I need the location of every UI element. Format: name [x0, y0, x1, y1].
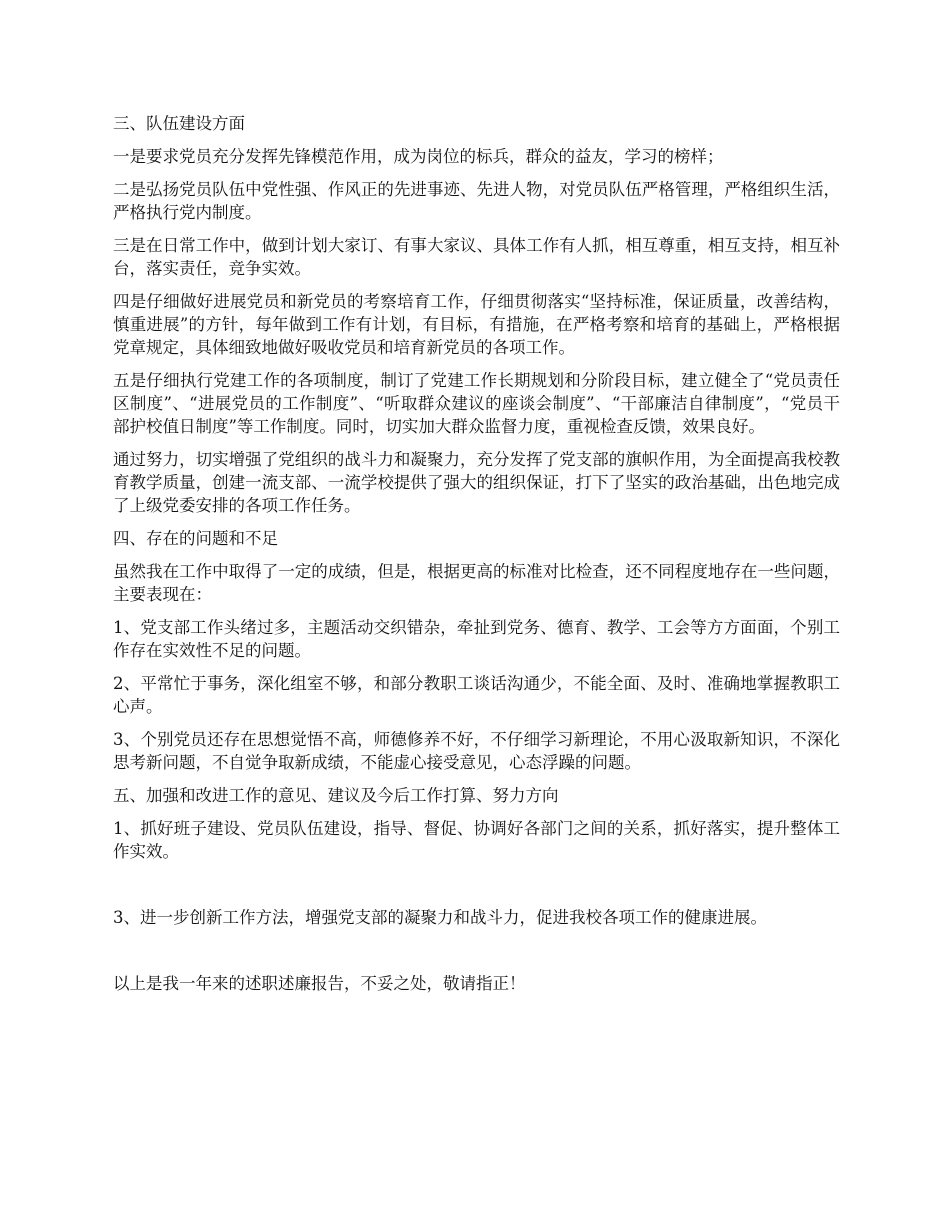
- paragraph-closing: 以上是我一年来的述职述廉报告，不妥之处，敬请指正！: [113, 974, 526, 993]
- blank-space: [113, 873, 840, 906]
- paragraph-improvement-3: 3、进一步创新工作方法，增强党支部的凝聚力和战斗力，促进我校各项工作的健康进展。: [113, 908, 767, 927]
- section-heading-problems: 四、存在的问题和不足: [113, 529, 278, 548]
- section-heading-improvements: 五、加强和改进工作的意见、建议及今后工作打算、努力方向: [113, 786, 559, 805]
- paragraph-improvement-1: 1、抓好班子建设、党员队伍建设，指导、督促、协调好各部门之间的关系，抓好落实，提升整体工作实效。: [113, 819, 840, 861]
- paragraph-pioneer-role: 一是要求党员充分发挥先锋模范作用，成为岗位的标兵，群众的益友，学习的榜样；: [113, 147, 724, 166]
- document-body: [113, 112, 840, 1005]
- paragraph-problem-2: 2、平常忙于事务，深化组室不够，和部分教职工谈话沟通少，不能全面、及时、准确地掌握教职工心声。: [113, 674, 840, 716]
- blank-space: [113, 939, 840, 972]
- paragraph-advanced-deeds: 二是弘扬党员队伍中党性强、作风正的先进事迹、先进人物，对党员队伍严格管理，严格组织生活，严格执行党内制度。: [113, 180, 840, 222]
- paragraph-achievements: 通过努力，切实增强了党组织的战斗力和凝聚力，充分发挥了党支部的旗帜作用，为全面提高我校教育教学质量，创建一流支部、一流学校提供了强大的组织保证，打下了坚实的政治基础，出色地完成了上级党委安排的各项工作任务。: [113, 450, 840, 515]
- section-heading-team-building: 三、队伍建设方面: [113, 114, 245, 133]
- paragraph-problem-3: 3、个别党员还存在思想觉悟不高，师德修养不好，不仔细学习新理论，不用心汲取新知识，不深化思考新问题，不自觉争取新成绩，不能虚心接受意见，心态浮躁的问题。: [113, 730, 840, 772]
- paragraph-problems-intro: 虽然我在工作中取得了一定的成绩，但是，根据更高的标准对比检查，还不同程度地存在一些问题，主要表现在：: [113, 562, 840, 604]
- paragraph-problem-1: 1、党支部工作头绪过多，主题活动交织错杂，牵扯到党务、德育、教学、工会等方方面面，个别工作存在实效性不足的问题。: [113, 618, 840, 660]
- paragraph-member-development: 四是仔细做好进展党员和新党员的考察培育工作，仔细贯彻落实“坚持标准，保证质量，改善结构，慎重进展”的方针，每年做到工作有计划，有目标，有措施，在严格考察和培育的基础上，严格根据党章规定，具体细致地做好吸收党员和培育新党员的各项工作。: [113, 292, 840, 357]
- paragraph-party-system: 五是仔细执行党建工作的各项制度，制订了党建工作长期规划和分阶段目标，建立健全了“党员责任区制度”、“进展党员的工作制度”、“听取群众建议的座谈会制度”、“干部廉洁自律制度”，“党员干部护校值日制度”等工作制度。同时，切实加大群众监督力度，重视检查反馈，效果良好。: [113, 371, 840, 436]
- paragraph-daily-work: 三是在日常工作中，做到计划大家订、有事大家议、具体工作有人抓，相互尊重，相互支持，相互补台，落实责任，竞争实效。: [113, 236, 840, 278]
